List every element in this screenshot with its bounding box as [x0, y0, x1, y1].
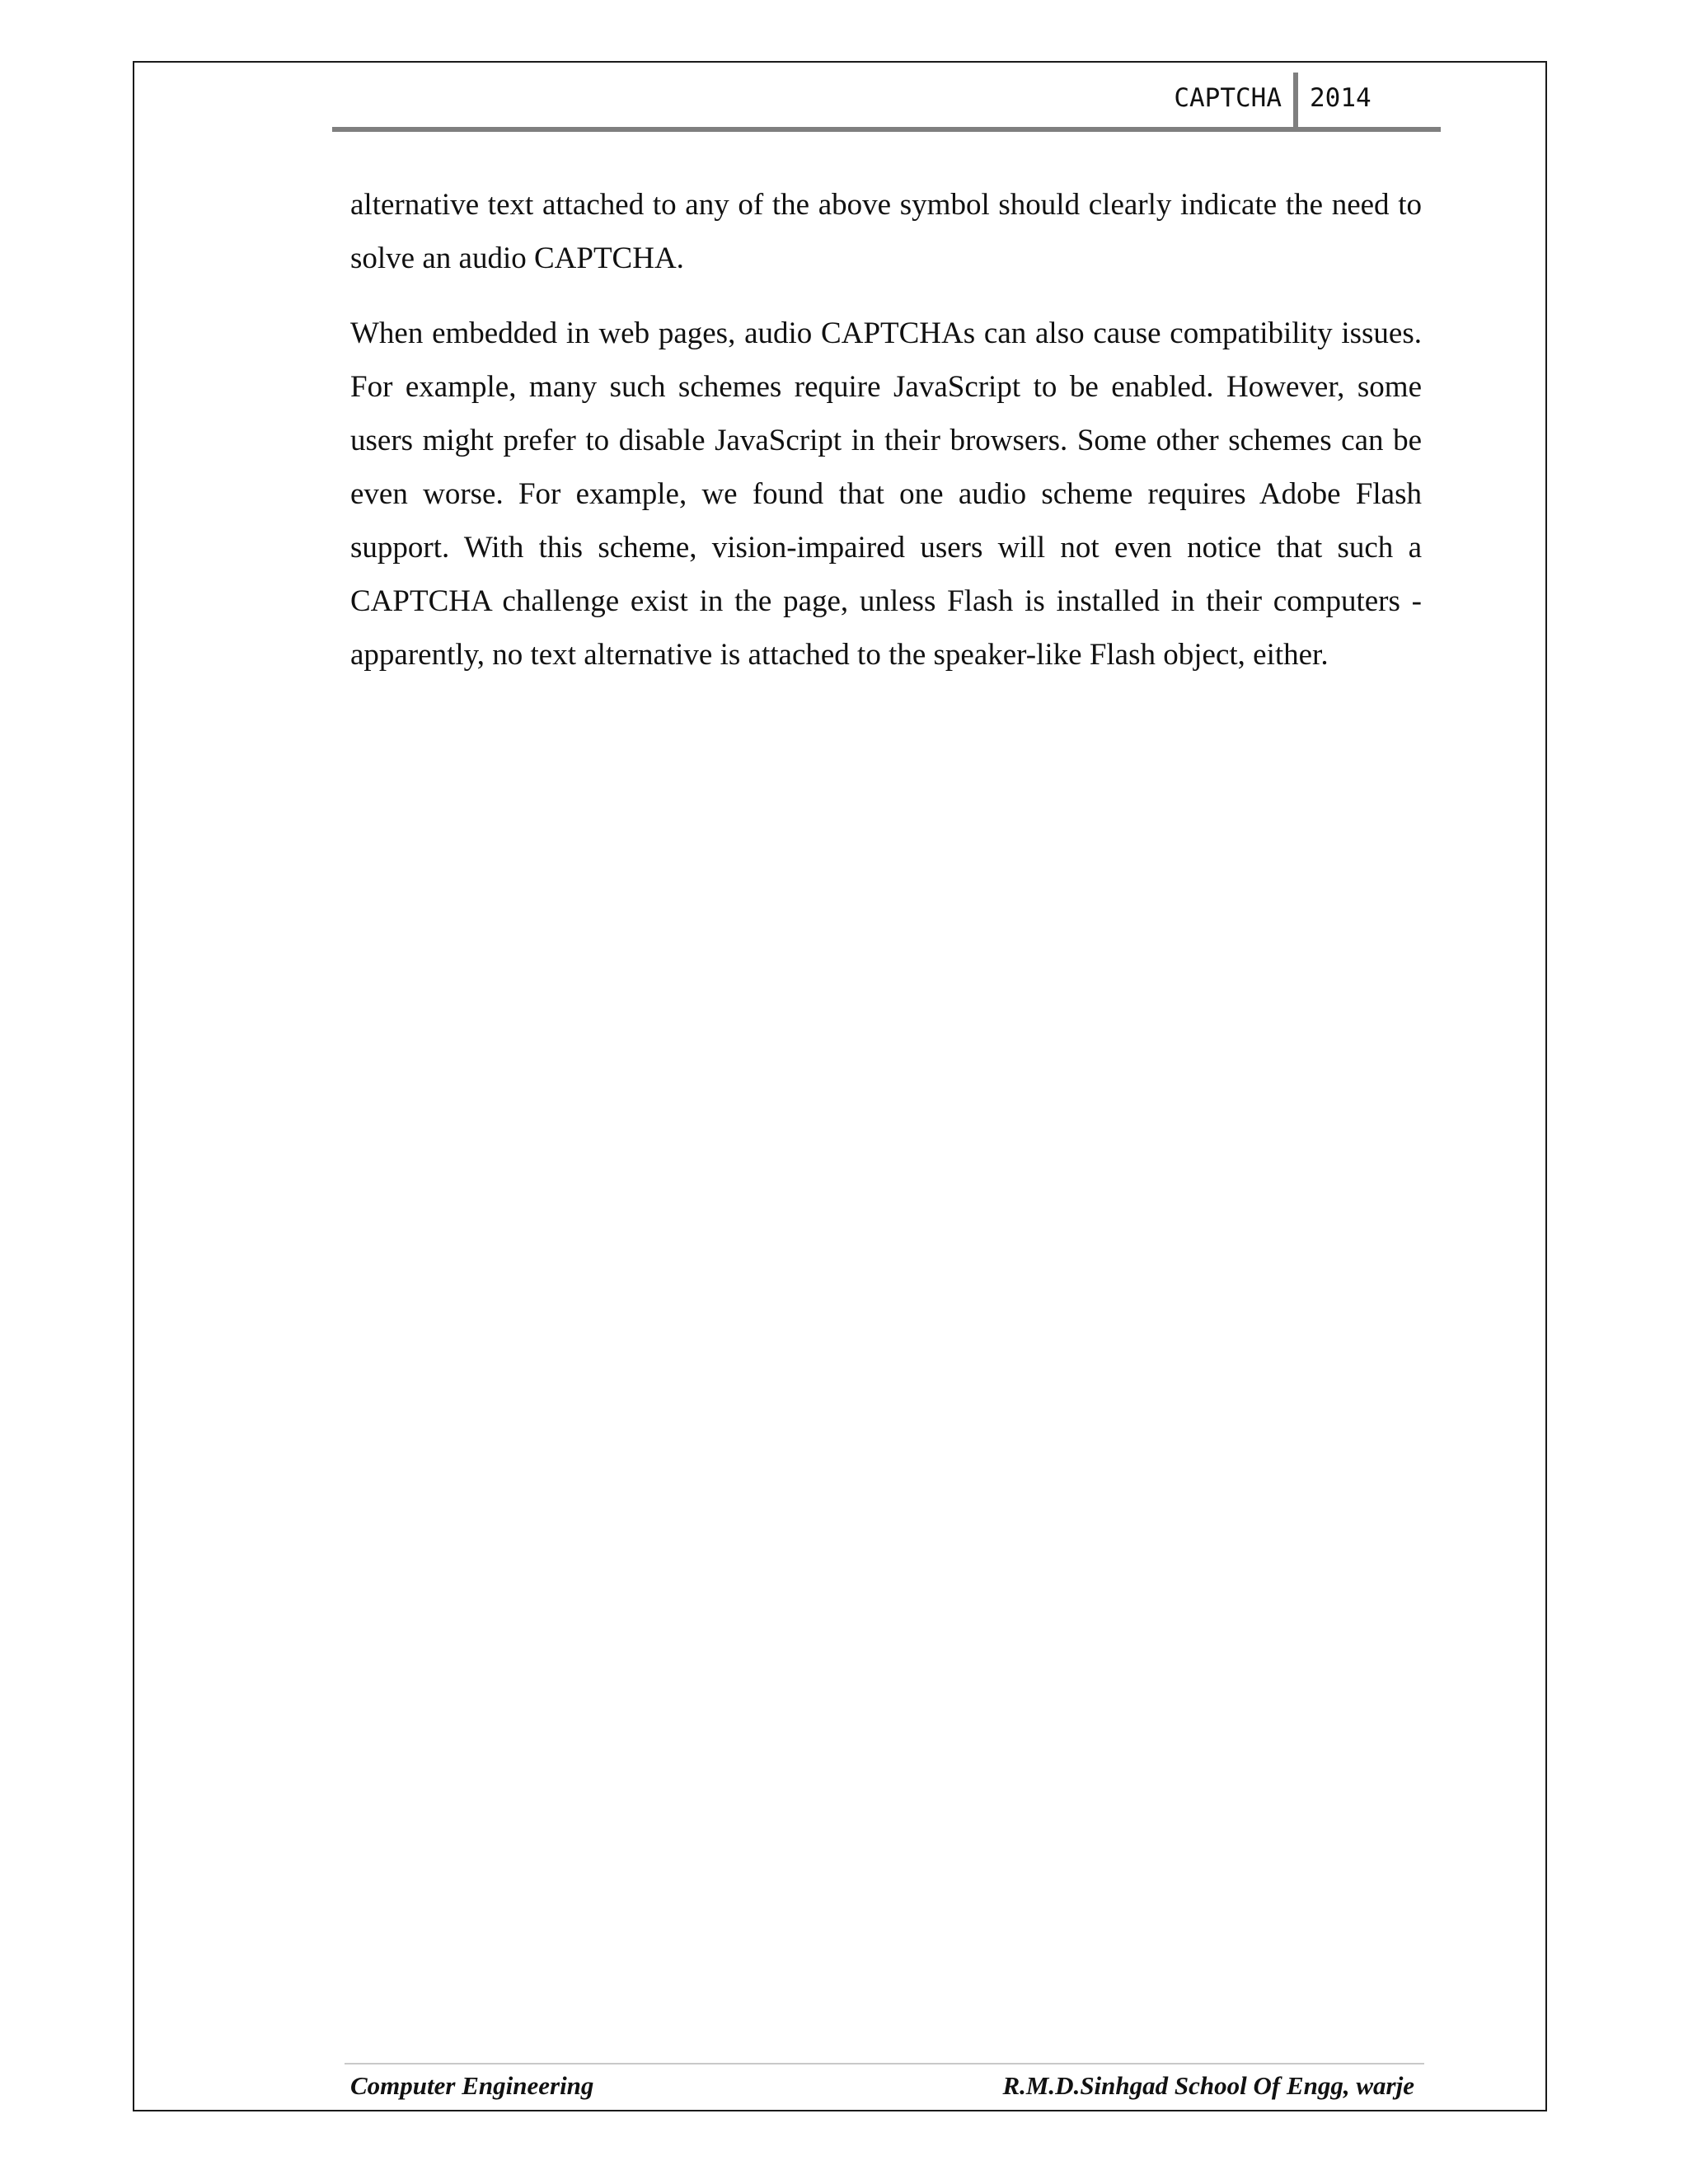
body-content — [350, 178, 1422, 703]
header-title: CAPTCHA — [1174, 83, 1282, 113]
header-year: 2014 — [1310, 83, 1372, 113]
body-paragraph: When embedded in web pages, audio CAPTCHAs can also cause compatibility issues. For example, many such schemes require JavaScript to be enabled. However, some users might prefer to disable JavaScript in their browsers. Some other schemes can be even worse. For example, we found that one audio scheme requires Adobe Flash support. With this scheme, vision-impaired users will not even notice that such a CAPTCHA challenge exist in the page, unless Flash is installed in their computers - apparently, no text alternative is attached to the speaker-like Flash object, either. — [350, 316, 1422, 672]
header-divider — [1293, 73, 1298, 129]
footer-institution: R.M.D.Sinhgad School Of Engg, warje — [1002, 2071, 1414, 2100]
body-paragraph: alternative text attached to any of the above symbol should clearly indicate the need to solve an audio CAPTCHA. — [350, 188, 1422, 275]
header-rule — [332, 127, 1441, 132]
footer-rule — [345, 2063, 1424, 2064]
footer-department: Computer Engineering — [350, 2071, 594, 2100]
